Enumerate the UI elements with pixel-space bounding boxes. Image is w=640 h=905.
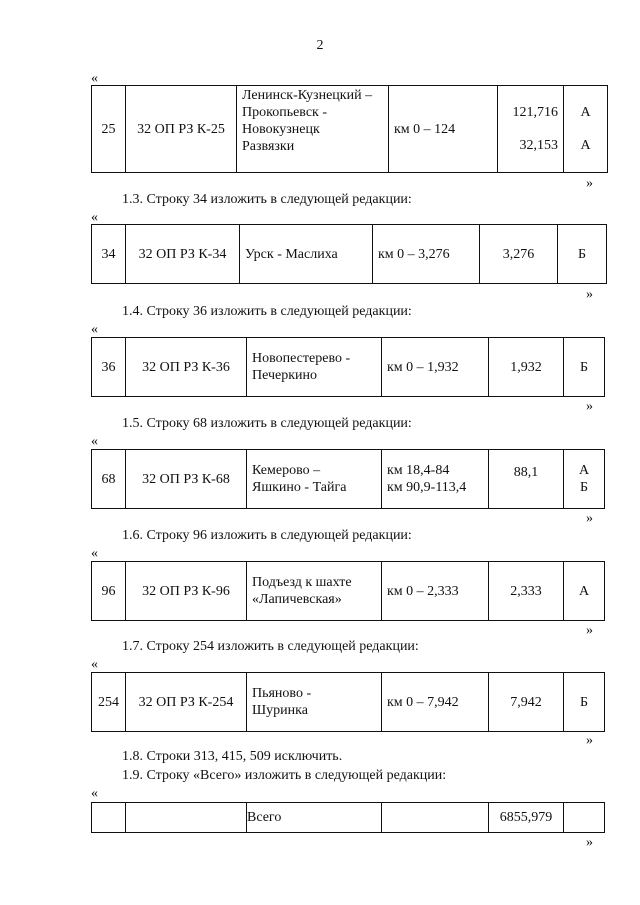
road-length: 88,1 bbox=[489, 450, 564, 509]
category-value: Б bbox=[579, 359, 589, 375]
road-code: 32 ОП РЗ К-36 bbox=[126, 338, 247, 397]
road-name-line: Новопестерево - bbox=[252, 351, 351, 366]
length-value: 32,153 bbox=[519, 138, 558, 153]
road-name-line: Развязки bbox=[242, 139, 295, 154]
total-value: 6855,979 bbox=[489, 803, 564, 833]
empty-cell bbox=[126, 803, 247, 833]
road-code: 32 ОП РЗ К-96 bbox=[126, 562, 247, 621]
table-row-254 bbox=[91, 672, 605, 732]
road-name-line: Новокузнецк bbox=[242, 122, 320, 137]
road-code: 32 ОП РЗ К-68 bbox=[126, 450, 247, 509]
road-name-line: Кемерово – bbox=[252, 463, 321, 478]
road-length: 1,932 bbox=[489, 338, 564, 397]
empty-cell bbox=[92, 803, 126, 833]
road-code: 32 ОП РЗ К-254 bbox=[126, 673, 247, 732]
category-value: Б bbox=[577, 246, 587, 262]
quote-open: « bbox=[91, 322, 98, 337]
row-number: 36 bbox=[92, 338, 126, 397]
km-line: км 0 – 2,333 bbox=[387, 583, 459, 599]
road-name bbox=[247, 450, 382, 509]
quote-open: « bbox=[91, 657, 98, 672]
length-value: 121,716 bbox=[512, 105, 558, 120]
road-length: 7,942 bbox=[489, 673, 564, 732]
quote-close: » bbox=[586, 623, 593, 638]
road-name bbox=[240, 225, 373, 284]
category-value: Б bbox=[579, 694, 589, 710]
table-row-total bbox=[91, 802, 605, 833]
km-line: км 0 – 3,276 bbox=[378, 246, 450, 262]
road-length bbox=[498, 86, 564, 173]
category-value: А bbox=[578, 463, 590, 478]
road-category bbox=[564, 86, 608, 173]
road-category bbox=[558, 225, 607, 284]
quote-close: » bbox=[586, 399, 593, 414]
road-name-line: Яшкино - Тайга bbox=[252, 480, 347, 495]
quote-open: « bbox=[91, 786, 98, 801]
table-row-96 bbox=[91, 561, 605, 621]
category-value: А bbox=[578, 583, 590, 599]
road-name-line: Прокопьевск - bbox=[242, 105, 327, 120]
road-name bbox=[247, 562, 382, 621]
category-value: А bbox=[580, 138, 591, 153]
quote-close: » bbox=[586, 835, 593, 850]
km-range: км 0 – 124 bbox=[389, 86, 498, 173]
row-number: 25 bbox=[92, 86, 126, 173]
paragraph-1-5: 1.5. Строку 68 изложить в следующей редакции: bbox=[122, 416, 412, 431]
paragraph-1-6: 1.6. Строку 96 изложить в следующей редакции: bbox=[122, 528, 412, 543]
road-category bbox=[564, 562, 605, 621]
paragraph-1-3: 1.3. Строку 34 изложить в следующей редакции: bbox=[122, 192, 412, 207]
road-name-line: Подъезд к шахте bbox=[252, 575, 352, 590]
paragraph-1-9: 1.9. Строку «Всего» изложить в следующей редакции: bbox=[122, 768, 447, 783]
road-category bbox=[564, 450, 605, 509]
km-line: км 0 – 7,942 bbox=[387, 694, 459, 710]
paragraph-1-8: 1.8. Строки 313, 415, 509 исключить. bbox=[122, 749, 343, 764]
category-value: А bbox=[580, 105, 591, 120]
road-name-line: Урск - Маслиха bbox=[245, 246, 338, 262]
road-name bbox=[247, 338, 382, 397]
row-number: 254 bbox=[92, 673, 126, 732]
road-name bbox=[237, 86, 389, 173]
road-name-line: «Лапичевская» bbox=[252, 592, 342, 607]
km-line: км 0 – 1,932 bbox=[387, 359, 459, 375]
paragraph-1-4: 1.4. Строку 36 изложить в следующей редакции: bbox=[122, 304, 412, 319]
row-number: 34 bbox=[92, 225, 126, 284]
road-name-line: Пьяново - bbox=[252, 686, 312, 701]
category-value: Б bbox=[579, 480, 589, 495]
row-number: 68 bbox=[92, 450, 126, 509]
km-range bbox=[382, 562, 489, 621]
table-row-25 bbox=[91, 85, 608, 173]
road-category bbox=[564, 673, 605, 732]
paragraph-1-7: 1.7. Строку 254 изложить в следующей редакции: bbox=[122, 639, 419, 654]
road-category bbox=[564, 338, 605, 397]
quote-close: » bbox=[586, 511, 593, 526]
road-code: 32 ОП РЗ К-25 bbox=[126, 86, 237, 173]
table-row-36 bbox=[91, 337, 605, 397]
km-line: км 90,9-113,4 bbox=[387, 480, 467, 495]
km-range bbox=[382, 673, 489, 732]
quote-open: « bbox=[91, 434, 98, 449]
quote-open: « bbox=[91, 546, 98, 561]
table-row-34 bbox=[91, 224, 607, 284]
row-number: 96 bbox=[92, 562, 126, 621]
empty-cell bbox=[564, 803, 605, 833]
quote-close: » bbox=[586, 176, 593, 191]
quote-open: « bbox=[91, 71, 98, 86]
road-code: 32 ОП РЗ К-34 bbox=[126, 225, 240, 284]
km-line: км 18,4-84 bbox=[387, 463, 450, 478]
km-range bbox=[382, 450, 489, 509]
road-length: 2,333 bbox=[489, 562, 564, 621]
road-length: 3,276 bbox=[480, 225, 558, 284]
km-range bbox=[373, 225, 480, 284]
road-name-line: Печеркино bbox=[252, 368, 318, 383]
quote-close: » bbox=[586, 733, 593, 748]
total-label: Всего bbox=[247, 803, 382, 833]
empty-cell bbox=[382, 803, 489, 833]
road-name-line: Ленинск-Кузнецкий – bbox=[242, 88, 373, 103]
table-row-68 bbox=[91, 449, 605, 509]
page-number: 2 bbox=[316, 38, 324, 53]
quote-open: « bbox=[91, 210, 98, 225]
road-name-line: Шуринка bbox=[252, 703, 308, 718]
km-range bbox=[382, 338, 489, 397]
road-name bbox=[247, 673, 382, 732]
quote-close: » bbox=[586, 287, 593, 302]
